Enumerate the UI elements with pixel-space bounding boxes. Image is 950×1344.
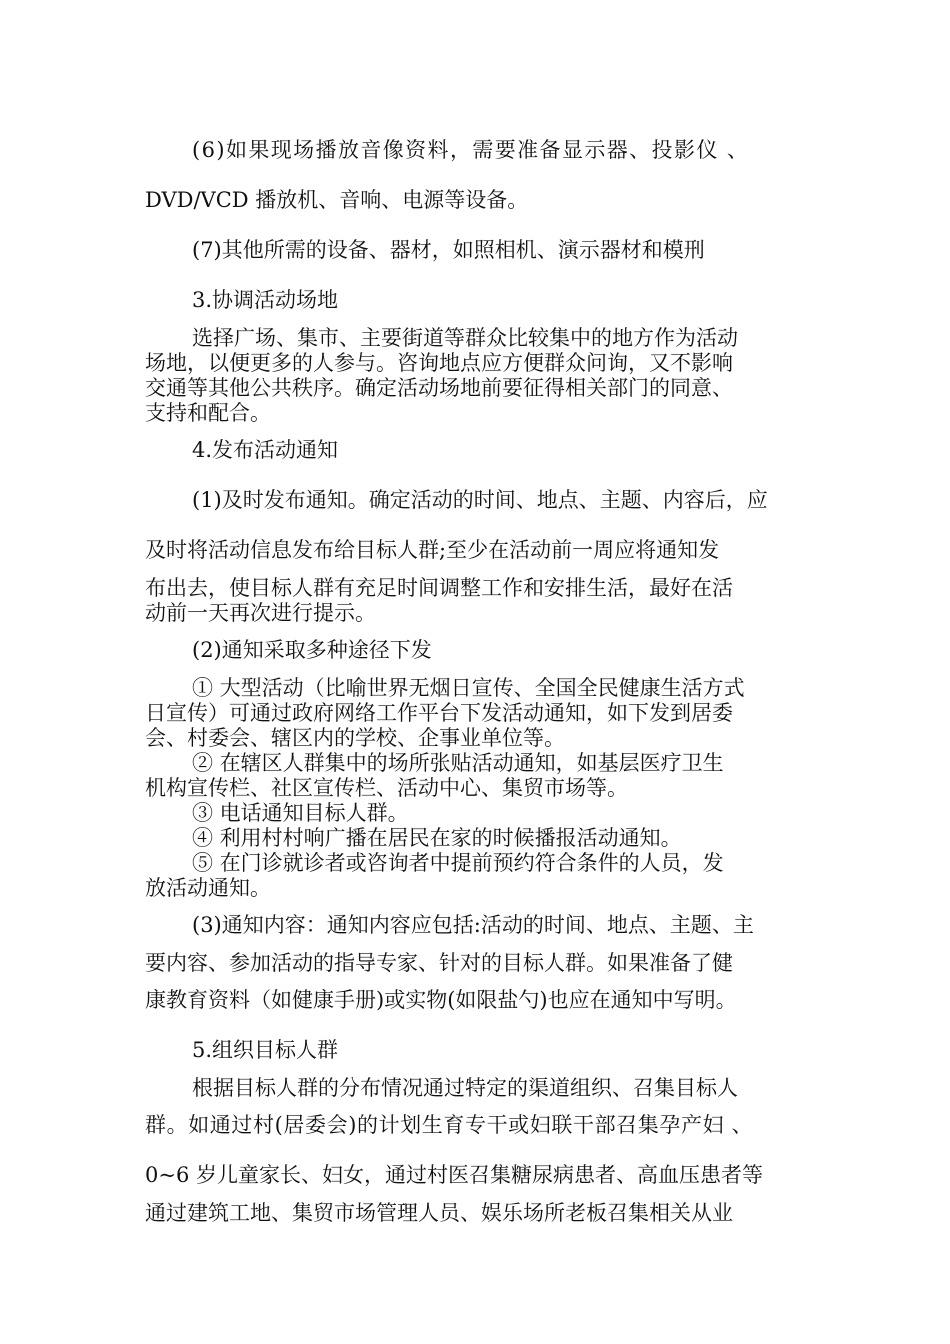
text-line: 0~6 岁儿童家长、妇女，通过村医召集糖尿病患者、高血压患者等	[145, 1163, 763, 1187]
text-line: 通过建筑工地、集贸市场管理人员、娱乐场所老板召集相关从业	[145, 1201, 733, 1225]
text-line: 动前一天再次进行提示。	[145, 601, 376, 625]
section-heading: 5.组织目标人群	[192, 1038, 339, 1062]
text-line: 机构宣传栏、社区宣传栏、活动中心、集贸市场等。	[145, 776, 628, 800]
section-heading: 3.协调活动场地	[192, 288, 339, 312]
section-heading: 4.发布活动通知	[192, 438, 339, 462]
text-line: 交通等其他公共秩序。确定活动场地前要征得相关部门的同意、	[145, 376, 733, 400]
text-line: 支持和配合。	[145, 401, 271, 425]
text-line: DVD/VCD 播放机、音响、电源等设备。	[145, 188, 529, 212]
text-line: 根据目标人群的分布情况通过特定的渠道组织、召集目标人	[192, 1076, 738, 1100]
text-line: 放活动通知。	[145, 876, 271, 900]
list-item: ⑤ 在门诊就诊者或咨询者中提前预约符合条件的人员，发	[192, 851, 724, 875]
text-line: 布出去，使目标人群有充足时间调整工作和安排生活，最好在活	[145, 576, 733, 600]
text-line: (3)通知内容：通知内容应包括:活动的时间、地点、主题、主	[192, 913, 754, 937]
text-line: 选择广场、集市、主要街道等群众比较集中的地方作为活动	[192, 326, 738, 350]
text-line: 群。如通过村(居委会)的计划生育专干或妇联干部召集孕产妇 、	[145, 1113, 754, 1137]
text-line: 及时将活动信息发布给目标人群;至少在活动前一周应将通知发	[145, 538, 720, 562]
text-line: 会、村委会、辖区内的学校、企事业单位等。	[145, 726, 565, 750]
text-line: (6)如果现场播放音像资料，需要准备显示器、投影仪 、	[192, 138, 750, 162]
text-line: (2)通知采取多种途径下发	[192, 638, 432, 662]
list-item: ② 在辖区人群集中的场所张贴活动通知，如基层医疗卫生	[192, 751, 724, 775]
text-line: (7)其他所需的设备、器材，如照相机、演示器材和模刑	[192, 238, 705, 262]
list-item: ④ 利用村村响广播在居民在家的时候播报活动通知。	[192, 826, 682, 850]
text-line: 场地，以便更多的人参与。咨询地点应方便群众问询，又不影响	[145, 351, 733, 375]
text-line: 要内容、参加活动的指导专家、针对的目标人群。如果准备了健	[145, 951, 733, 975]
list-item: ① 大型活动（比喻世界无烟日宣传、全国全民健康生活方式	[192, 676, 745, 700]
text-line: (1)及时发布通知。确定活动的时间、地点、主题、内容后，应	[192, 488, 768, 512]
text-line: 康教育资料（如健康手册)或实物(如限盐勺)也应在通知中写明。	[145, 988, 737, 1012]
list-item: ③ 电话通知目标人群。	[192, 801, 409, 825]
text-line: 日宣传）可通过政府网络工作平台下发活动通知，如下发到居委	[145, 701, 733, 725]
